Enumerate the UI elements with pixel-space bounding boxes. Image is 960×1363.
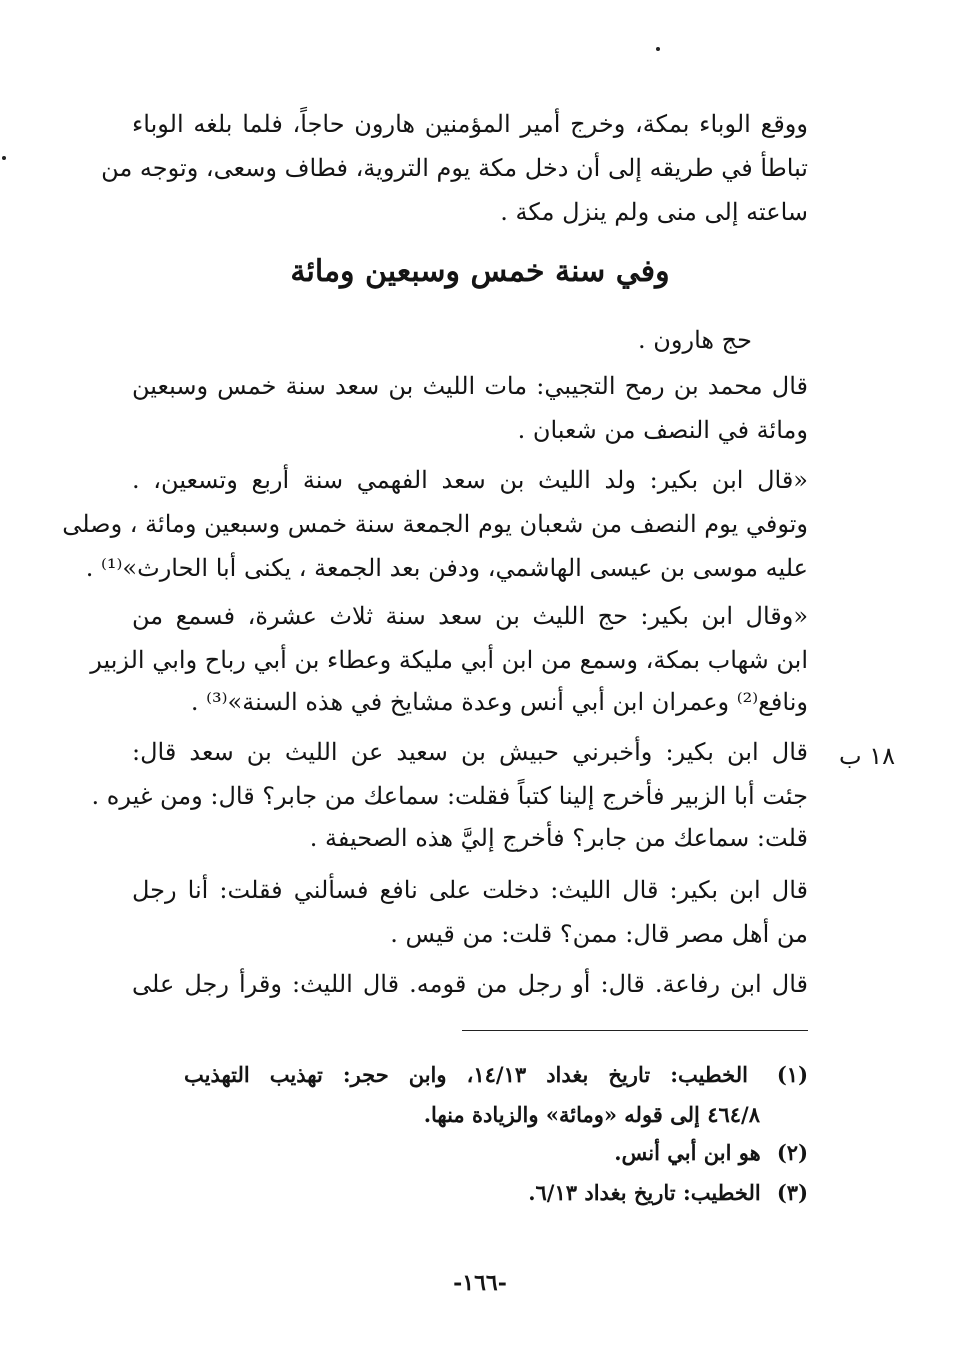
body-line: قلت: سماعك من جابر؟ فأخرج إليَّ هذه الصحيفة . — [309, 824, 808, 852]
footnote-number: (٣) — [776, 1180, 808, 1205]
body-line: من أهل مصر قال: ممن؟ قلت: من قيس . — [390, 920, 808, 948]
body-line: «وقال ابن بكير: حج الليث بن سعد سنة ثلاث عشرة، فسمع من — [132, 602, 808, 630]
intro-line-1: ووقع الوباء بمكة، وخرج أمير المؤمنين هارون حاجاً، فلما بلغه الوباء — [132, 110, 808, 138]
page-number: -١٦٦- — [453, 1270, 507, 1296]
body-line: «قال ابن بكير: ولد الليث بن سعد الفهمي سنة أربع وتسعين، . — [132, 466, 808, 494]
intro-line-2: تباطأ في طريقه إلى أن دخل مكة يوم التروية، فطاف وسعى، وتوجه من — [101, 154, 808, 182]
scan-speck — [656, 47, 660, 51]
body-line: قال ابن رفاعة. قال: أو رجل من قومه. قال الليث: وقرأ رجل على — [132, 970, 808, 998]
body-line: ابن شهاب بمكة، وسمع من ابن أبي مليكة وعطاء بن أبي رباح وابي الزبير — [90, 646, 808, 674]
intro-line-3: ساعته إلى منى ولم ينزل مكة . — [500, 198, 808, 226]
footnote-1-continued: ٤٦٤/٨ إلى قوله «ومائة» والزيادة منها. — [423, 1102, 760, 1127]
footnote-2 — [614, 1136, 808, 1170]
footnote-text: الخطيب: تاريخ بغداد ٦/١٣. — [528, 1180, 761, 1205]
body-line: عليه موسى بن عيسى الهاشمي، ودفن بعد الجمعة ، يكنى أبا الحارث»⁽¹⁾ . — [85, 554, 808, 582]
section-heading: وفي سنة خمس وسبعين ومائة — [290, 254, 670, 289]
footnote-number: (٢) — [776, 1140, 808, 1165]
body-line: ونافع⁽²⁾ وعمران ابن أبي أنس وعدة مشايخ في هذه السنة»⁽³⁾ . — [190, 688, 808, 716]
footnote-separator — [462, 1030, 808, 1031]
body-line: قال محمد بن رمح التجيبي: مات الليث بن سعد سنة خمس وسبعين — [132, 372, 808, 400]
body-line: قال ابن بكير: وأخبرني حبيش بن سعيد عن الليث بن سعد قال: — [132, 738, 808, 766]
body-line: وتوفي يوم النصف من شعبان يوم الجمعة سنة خمس وسبعين ومائة ، وصلى — [62, 510, 808, 538]
marginal-folio-note: ١٨ ب — [838, 742, 895, 770]
footnote-1 — [184, 1058, 808, 1092]
body-line: قال ابن بكير: قال الليث: دخلت على نافع فسألني فقلت: أنا رجل — [132, 876, 808, 904]
footnote-number: (١) — [776, 1062, 808, 1087]
footnote-text: هو ابن أبي أنس. — [614, 1140, 761, 1165]
footnote-3 — [528, 1176, 808, 1210]
scan-speck — [2, 156, 6, 160]
body-line: حج هارون . — [638, 326, 752, 354]
body-line: جئت أبا الزبير فأخرج إلينا كتباً فقلت: سماعك من جابر؟ قال: ومن غيره . — [91, 782, 808, 810]
body-line: ومائة في النصف من شعبان . — [517, 416, 808, 444]
footnote-text: الخطيب: تاريخ بغداد ١٤/١٣، وابن حجر: تهذيب التهذيب — [184, 1062, 748, 1087]
